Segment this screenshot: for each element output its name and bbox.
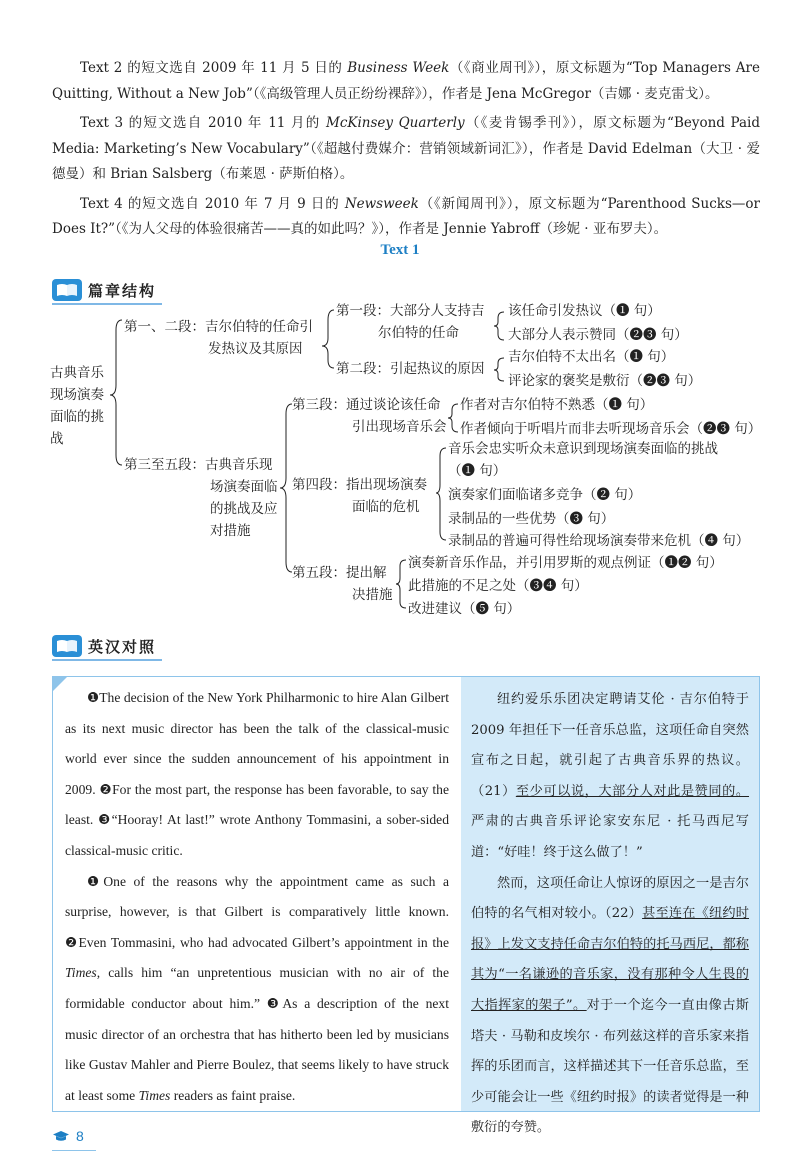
chinese-column [461,677,759,1136]
tree-node-line: 第一段：大部分人支持吉 [336,303,485,319]
book-icon [52,279,82,301]
tree-branch-line: 对措施 [210,523,251,539]
tree-leaf: 作者对吉尔伯特不熟悉（❶ 句） [460,397,654,413]
book-icon [52,635,82,657]
tree-leaf-line: （❶ 句） [448,463,507,479]
intro-text [52,56,760,247]
tree-root-line: 面临的挑 [50,409,104,425]
english-text: readers as faint praise. [170,1087,296,1103]
bilingual-box [52,676,760,1136]
corner-decoration [53,677,67,691]
chinese-text: 然而，这项任命让人惊讶的原因之一是吉尔伯特的名气相对较小。（22） [471,875,749,922]
tree-root-line: 战 [50,431,64,447]
chinese-text: 严肃的古典音乐评论家安东尼 · 托马西尼写道：“好哇！终于这么做了！” [471,814,749,860]
tree-leaf: 录制品的普遍可得性给现场演奏带来危机（❹ 句） [448,533,750,549]
page-number: 8 [76,1128,84,1144]
publication-name: Times [138,1087,171,1103]
chinese-paragraph [471,685,749,869]
tree-node-line: 引出现场音乐会 [352,419,447,435]
publication-name: Newsweek [344,195,419,212]
tree-leaf: 大部分人表示赞同（❷❸ 句） [508,327,688,343]
tree-branch-2 [124,454,278,542]
publication-name: Business Week [347,60,450,76]
tree-node-para5 [292,562,393,606]
page-footer [52,1128,84,1144]
tree-root [50,362,104,450]
tree-leaf: 演奏家们面临诸多竞争（❷ 句） [448,487,642,503]
intro-paragraph [52,56,760,107]
footer-line [52,1150,96,1151]
graduation-cap-icon [52,1130,70,1142]
tree-leaf [448,438,718,482]
tree-leaf: 演奏新音乐作品，并引用罗斯的观点例证（❶❷ 句） [408,555,723,571]
tree-leaf: 此措施的不足之处（❸❹ 句） [408,578,588,594]
heading-underline [52,659,162,661]
tree-node-line: 决措施 [352,587,393,603]
intro-paragraph [52,192,760,243]
chinese-paragraph [471,869,749,1144]
tree-leaf: 录制品的一些优势（❸ 句） [448,511,615,527]
tree-branch-line: 第一、二段：吉尔伯特的任命引 [124,319,313,335]
tree-branch-1 [124,316,313,360]
intro-text-span: Text 3 的短文选自 2010 年 11 月的 [80,115,327,131]
structure-heading [52,278,156,302]
tree-root-line: 古典音乐 [50,365,104,381]
tree-node-line: 面临的危机 [352,499,420,515]
english-text: , calls him “an unpretentious musician with no air of the formidable conductor about him.” ❸As a description of the next music director of an orchestra that has hitherto been led by musicians like Gustav Mahler and Pierre Boulez, that seems likely to have struck at least some [65,965,449,1103]
tree-node-line: 第三段：通过谈论该任命 [292,397,441,413]
underlined-translation: 至少可以说，大部分人对此是赞同的。 [515,783,750,799]
tree-leaf-line: 音乐会忠实听众未意识到现场演奏面临的挑战 [448,441,718,457]
tree-root-line: 现场演奏 [50,387,104,403]
tree-leaf: 吉尔伯特不太出名（❶ 句） [508,349,675,365]
publication-name: McKinsey Quarterly [326,115,465,131]
intro-text-span: （《商业周刊》），原文标题为“Top Managers Are Quitting, Without a New Job”（《高级管理人员正纷纷裸辞》），作者是 Jena McGregor（吉娜 · 麦克雷戈）。 [52,60,760,102]
tree-node-para1 [336,300,485,344]
intro-text-span: Text 4 的短文选自 2010 年 7 月 9 日的 [80,195,345,212]
english-column [53,677,461,1111]
tree-branch-line: 发热议及其原因 [208,341,303,357]
intro-text-span: （《麦肯锡季刊》），原文标题为“Beyond Paid Media: Marketing’s New Vocabulary”（《超越付费媒介：营销领域新词汇》），作者是 David Edelman（大卫 · 爱德曼）和 Brian Salsberg（布莱恩 · 萨斯伯格）。 [52,115,760,182]
english-text: ❶One of the reasons why the appointment came as such a surprise, however, is that Gilbert is comparatively little known. ❷Even Tommasini, who had advocated Gilbert’s appointment in the [65,873,449,950]
intro-text-span: Text 2 的短文选自 2009 年 11 月 5 日的 [80,60,348,76]
tree-leaf: 改进建议（❺ 句） [408,601,521,617]
chinese-text: 对于一个迄今一直由像古斯塔夫 · 马勒和皮埃尔 · 布列兹这样的音乐家来指挥的乐团而言，这样描述其下一任音乐总监，至少可能会让一些《纽约时报》的读者觉得是一种敷衍的夸赞。 [471,997,749,1136]
bilingual-heading-label: 英汉对照 [88,637,157,656]
tree-node-line: 第五段：提出解 [292,565,387,581]
chinese-text: 纽约爱乐乐团决定聘请艾伦 · 吉尔伯特于 2009 年担任下一任音乐总监，这项任命自突然宣布之日起，就引起了古典音乐界的热议。（21） [471,692,749,799]
section-title: Text 1 [380,242,420,258]
tree-branch-line: 场演奏面临 [210,479,278,495]
tree-node-para2: 第二段：引起热议的原因 [336,361,485,377]
english-paragraph: ❶The decision of the New York Philharmonic to hire Alan Gilbert as its next music director has been the talk of the classical-music world ever since the sudden announcement of his appointment in 2009. ❷For the most part, the response has been favorable, to say the least. ❸“Hooray! At last!” wrote Anthony Tommasini, a sober-sided classical-music critic. [65,690,449,858]
heading-underline [52,303,162,305]
tree-node-line: 尔伯特的任命 [378,325,459,341]
tree-branch-line: 的挑战及应 [210,501,278,517]
bilingual-heading [52,634,156,658]
intro-paragraph [52,111,760,188]
intro-text-span: （《新闻周刊》），原文标题为“Parenthood Sucks—or Does It?”（《为人父母的体验很痛苦——真的如此吗？》），作者是 Jennie Yabroff（珍妮 · 亚布罗夫）。 [52,195,760,237]
tree-node-para3 [292,394,447,438]
tree-node-para4 [292,474,427,518]
tree-branch-line: 第三至五段：古典音乐现 [124,457,273,473]
tree-leaf: 评论家的褒奖是敷衍（❷❸ 句） [508,373,702,389]
structure-heading-label: 篇章结构 [88,281,157,300]
tree-leaf: 该任命引发热议（❶ 句） [508,303,661,319]
publication-name: Times [65,965,97,981]
english-paragraph [65,867,449,1112]
tree-node-line: 第四段：指出现场演奏 [292,477,427,493]
tree-leaf: 作者倾向于听唱片而非去听现场音乐会（❷❸ 句） [460,421,762,437]
underlined-translation: 甚至连在《纽约时报》上发文支持任命吉尔伯特的托马西尼，都称其为“一名谦逊的音乐家，没有那种令人生畏的大指挥家的架子”。 [471,906,749,1013]
